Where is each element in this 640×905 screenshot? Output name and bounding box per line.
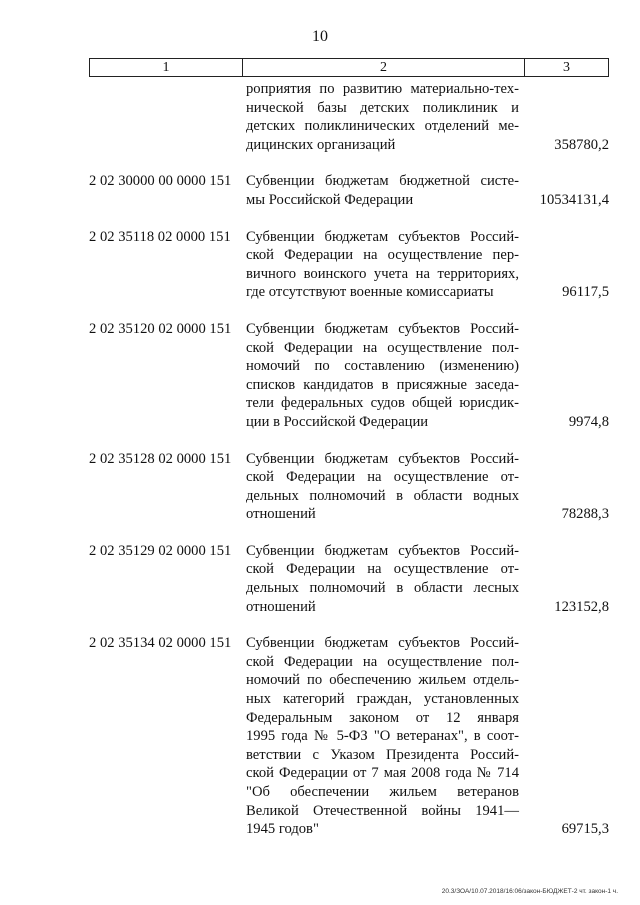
description-line: дицинских организаций	[246, 136, 396, 153]
page-number: 10	[312, 28, 328, 45]
description-line: ской Федерации на осуществление пол-	[246, 653, 519, 670]
income-description	[246, 80, 519, 154]
income-description	[246, 172, 519, 209]
amount-text: 358780,2	[554, 136, 609, 153]
description-line: ветствии с Указом Президента Россий-	[246, 746, 519, 763]
amount-value	[519, 542, 609, 616]
description-line: тели федеральных судов общей юрисдик-	[246, 395, 519, 412]
description-line: Великой Отечественной войны 1941—	[246, 802, 519, 819]
description-line: Субвенции бюджетам субъектов Россий-	[246, 450, 519, 467]
description-line: нической базы детских поликлиник и	[246, 99, 519, 116]
description-line: Субвенции бюджетам субъектов Россий-	[246, 320, 519, 337]
description-line: отношений	[246, 506, 316, 523]
description-line: роприятия по развитию материально-тех-	[246, 81, 519, 97]
budget-code: 2 02 35128 02 0000 151	[89, 450, 232, 467]
amount-text: 9974,8	[568, 413, 609, 430]
description-line: Субвенции бюджетам субъектов Россий-	[246, 542, 519, 559]
amount-text: 10534131,4	[539, 191, 609, 208]
table-row	[89, 542, 609, 616]
description-line: ской Федерации от 7 мая 2008 года № 714	[246, 765, 519, 782]
description-line: Федеральным законом от 12 января	[246, 709, 519, 726]
description-line: ных категорий граждан, установленных	[246, 691, 519, 708]
table-row	[89, 228, 609, 302]
description-line: ской Федерации на осуществление от-	[246, 561, 519, 578]
table-row	[89, 80, 609, 154]
column-header-row	[89, 58, 609, 77]
budget-code	[89, 80, 246, 154]
amount-text: 96117,5	[562, 284, 609, 301]
description-line: ции в Российской Федерации	[246, 413, 429, 430]
column-header-2: 2	[243, 59, 525, 76]
description-line: вичного воинского учета на территориях,	[246, 265, 519, 282]
description-line: ской Федерации на осуществление пол-	[246, 339, 519, 356]
description-line: Субвенции бюджетам субъектов Россий-	[246, 635, 519, 652]
income-description	[246, 320, 519, 432]
table-row	[89, 450, 609, 524]
amount-value	[519, 450, 609, 524]
footer-note: 20.3/ЗОА/10.07.2018/16:06/закон-БЮДЖЕТ-2 чт. закон-1 ч.	[441, 888, 618, 895]
income-description	[246, 450, 519, 524]
description-line: мы Российской Федерации	[246, 191, 414, 208]
income-description	[246, 634, 519, 839]
budget-code: 2 02 35134 02 0000 151	[89, 635, 232, 652]
amount-value	[519, 320, 609, 432]
description-line: номочий по составлению (изменению)	[246, 358, 519, 375]
description-line: дельных полномочий в области лесных	[246, 580, 519, 597]
table-row	[89, 634, 609, 839]
column-header-3: 3	[563, 59, 570, 75]
description-line: 1945 годов"	[246, 821, 319, 838]
description-line: Субвенции бюджетам бюджетной систе-	[246, 173, 519, 190]
description-line: ской Федерации на осуществление от-	[246, 469, 519, 486]
description-line: "Об обеспечении жильем ветеранов	[246, 784, 519, 800]
column-header-1: 1	[90, 59, 243, 76]
budget-code: 2 02 30000 00 0000 151	[89, 173, 232, 190]
description-line: отношений	[246, 598, 316, 615]
amount-text: 78288,3	[561, 506, 609, 523]
budget-code: 2 02 35120 02 0000 151	[89, 320, 232, 337]
description-line: дельных полномочий в области водных	[246, 487, 519, 504]
description-line: 1995 года № 5-ФЗ "О ветеранах", в соот-	[246, 728, 519, 745]
amount-text: 123152,8	[554, 598, 609, 615]
budget-code: 2 02 35118 02 0000 151	[89, 228, 231, 245]
table-row	[89, 172, 609, 209]
budget-table-body	[89, 80, 609, 839]
amount-value	[519, 80, 609, 154]
income-description	[246, 542, 519, 616]
amount-value	[519, 228, 609, 302]
amount-value	[519, 634, 609, 839]
description-line: детских поликлинических отделений ме-	[246, 118, 519, 135]
table-row	[89, 320, 609, 432]
income-description	[246, 228, 519, 302]
description-line: где отсутствуют военные комиссариаты	[246, 284, 494, 301]
description-line: ской Федерации на осуществление пер-	[246, 247, 519, 264]
description-line: списков кандидатов в присяжные заседа-	[246, 376, 519, 393]
budget-code: 2 02 35129 02 0000 151	[89, 542, 232, 559]
description-line: номочий по обеспечению жильем отдель-	[246, 672, 519, 689]
amount-text: 69715,3	[561, 821, 609, 838]
amount-value	[519, 172, 609, 209]
description-line: Субвенции бюджетам субъектов Россий-	[246, 228, 519, 245]
